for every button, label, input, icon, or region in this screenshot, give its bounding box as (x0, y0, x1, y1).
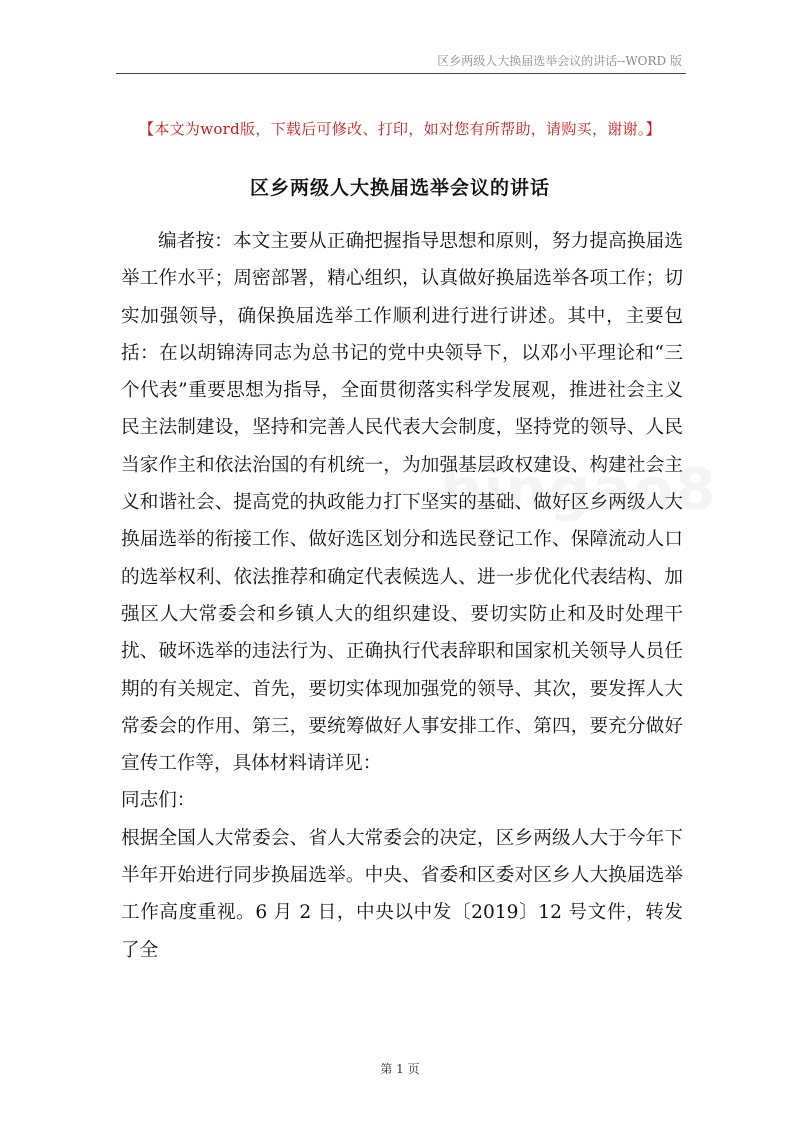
salutation: 同志们： (121, 790, 196, 812)
document-body (121, 223, 683, 969)
running-header: 区乡两级人大换届选举会议的讲话--WORD 版 (437, 54, 682, 68)
purchase-notice: 【本文为word版，下载后可修改、打印，如对您有所帮助，请购买，谢谢。】 (139, 120, 661, 138)
body-paragraph: 根据全国人大常委会、省人大常委会的决定，区乡两级人大于今年下半年开始进行同步换届选举。中央、省委和区委对区乡人大换届选举工作高度重视。6 月 2 日，中央以中发〔2019〕12 号文件，转发了全 (121, 827, 683, 961)
editor-note-paragraph: 编者按：本文主要从正确把握指导思想和原则，努力提高换届选举工作水平；周密部署，精心组织，认真做好换届选举各项工作；切实加强领导，确保换届选举工作顺利进行进行讲述。其中，主要包括：在以胡锦涛同志为总书记的党中央领导下，以邓小平理论和“三个代表”重要思想为指导，全面贯彻落实科学发展观，推进社会主义民主法制建设，坚持和完善人民代表大会制度，坚持党的领导、人民当家作主和依法治国的有机统一，为加强基层政权建设、构建社会主义和谐社会、提高党的执政能力打下坚实的基础、做好区乡两级人大换届选举的衔接工作、做好选区划分和选民登记工作、保障流动人口的选举权利、依法推荐和确定代表候选人、进一步优化代表结构、加强区人大常委会和乡镇人大的组织建设、要切实防止和及时处理干扰、破坏选举的违法行为、正确执行代表辞职和国家机关领导人员任期的有关规定、首先，要切实体现加强党的领导、其次，要发挥人大常委会的作用、第三，要统筹做好人事安排工作、第四，要充分做好宣传工作等，具体材料请详见： (121, 231, 683, 775)
header-rule (116, 73, 686, 74)
page-number: 第 1 页 (380, 1062, 420, 1076)
document-title: 区乡两级人大换届选举会议的讲话 (249, 177, 550, 199)
